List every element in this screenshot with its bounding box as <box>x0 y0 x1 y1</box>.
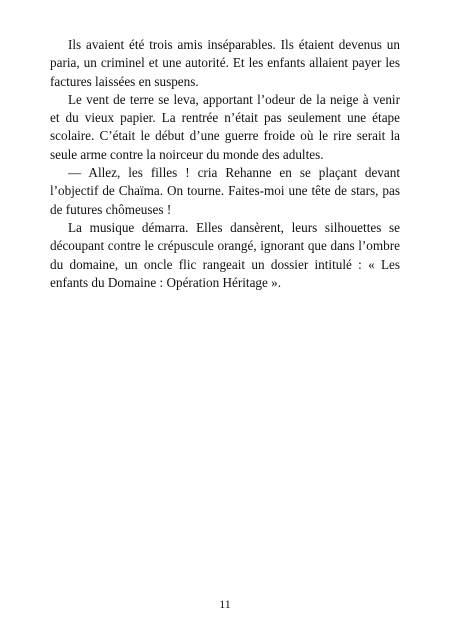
paragraph: — Allez, les filles ! cria Rehanne en se plaçant devant l’objectif de Chaïma. On tourne. Faites-moi une tête de stars, pas de futures chômeuses ! <box>50 165 400 217</box>
paragraph: La musique démarra. Elles dansèrent, leurs silhouettes se découpant contre le crépuscule orangé, ignorant que dans l’ombre du domaine, un oncle flic rangeait un dossier intitulé : « Les enfants du Domaine : Opération Héritage ». <box>50 219 400 290</box>
page-number: 11 <box>219 597 231 611</box>
paragraph: Le vent de terre se leva, apportant l’odeur de la neige à venir et du vieux papier. La rentrée n’était pas seulement une étape scolaire. C’était le début d’une guerre froide où le rire serait la seule arme contre la noirceur du monde des adultes. <box>50 91 400 162</box>
page-body <box>50 36 400 292</box>
paragraph: Ils avaient été trois amis inséparables. Ils étaient devenus un paria, un criminel et une autorité. Et les enfants allaient payer les factures laissées en suspens. <box>50 37 400 89</box>
